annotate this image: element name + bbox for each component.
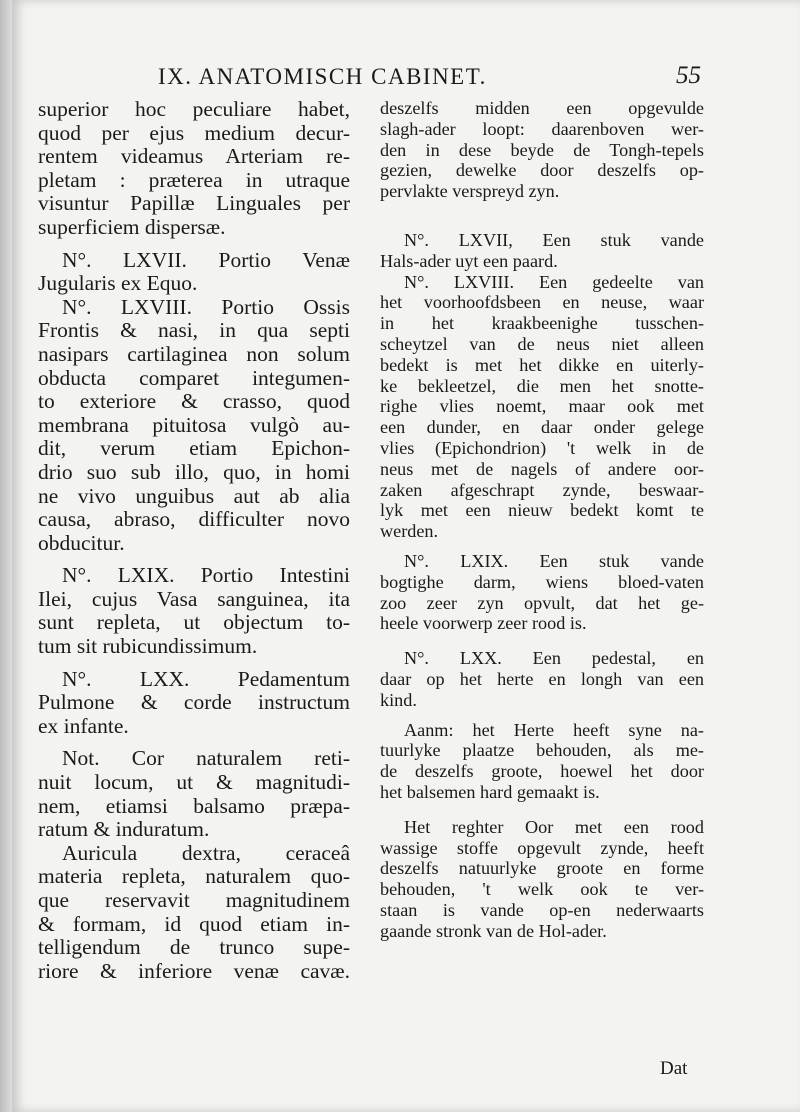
dutch-paragraph-gap xyxy=(380,202,704,230)
latin-text-line: telligendum de trunco supe- xyxy=(38,935,350,960)
latin-text-line: dit, verum etiam Epichon- xyxy=(38,436,350,461)
dutch-text-line: de deszelfs groote, hoewel het door xyxy=(380,761,704,782)
latin-text-line: tum sit rubicundissimum. xyxy=(38,634,258,659)
dutch-text-line: N°. LXIX. Een stuk vande xyxy=(404,550,704,571)
dutch-text-line: zaken afgeschrapt zynde, beswaar- xyxy=(380,479,704,500)
latin-text-line: N°. LXIX. Portio Intestini xyxy=(62,563,350,588)
dutch-text-line: slagh-ader loopt: daarenboven wer- xyxy=(380,118,704,139)
dutch-text-line: bogtighe darm, wiens bloed-vaten xyxy=(380,571,704,592)
running-head-title: IX. ANATOMISCH CABINET. xyxy=(158,64,487,89)
latin-text-line: Pulmone & corde instructum xyxy=(38,690,350,715)
latin-text-line: rentem videamus Arteriam re- xyxy=(38,144,350,169)
dutch-paragraph-gap xyxy=(380,803,704,817)
dutch-text-line: gaande stronk van de Hol-ader. xyxy=(380,920,607,941)
dutch-text-line: tuurlyke plaatze behouden, als me- xyxy=(380,740,704,761)
latin-text-line: Auricula dextra, ceraceâ xyxy=(62,840,350,865)
catchword: Dat xyxy=(660,1058,688,1079)
latin-text-line: obducitur. xyxy=(38,530,125,555)
running-head xyxy=(0,64,800,100)
dutch-text-line: zoo zeer zyn opvult, dat het ge- xyxy=(380,592,704,613)
dutch-text-line: staan is vande op-en nederwaarts xyxy=(380,899,704,920)
latin-text-line: Not. Cor naturalem reti- xyxy=(62,746,350,771)
latin-text-line: nasipars cartilaginea non solum xyxy=(38,341,350,366)
latin-text-line: ratum & induratum. xyxy=(38,817,210,842)
dutch-text-line: werden. xyxy=(380,521,439,542)
dutch-text-line: behouden, 't welk ook te ver- xyxy=(380,879,704,900)
dutch-text-line: den in dese beyde de Tongh-tepels xyxy=(380,139,704,160)
latin-text-line: nuit locum, ut & magnitudi- xyxy=(38,770,350,795)
dutch-text-line: het balsemen hard gemaakt is. xyxy=(380,781,600,802)
page-number: 55 xyxy=(676,62,701,89)
latin-text-line: pletam : præterea in utraque xyxy=(38,167,350,192)
dutch-text-line: vlies (Epichondrion) 't welk in de xyxy=(380,437,704,458)
latin-text-line: materia repleta, naturalem quo- xyxy=(38,864,350,889)
latin-text-line: Jugularis ex Equo. xyxy=(38,271,198,296)
latin-text-line: drio suo sub illo, quo, in homi xyxy=(38,459,350,484)
dutch-text-line: pervlakte verspreyd zyn. xyxy=(380,181,560,202)
latin-text-line: & formam, id quod etiam in- xyxy=(38,911,350,936)
dutch-text-line: heele voorwerp zeer rood is. xyxy=(380,613,587,634)
latin-text-line: N°. LXX. Pedamentum xyxy=(62,666,350,691)
dutch-paragraph-gap xyxy=(380,711,704,720)
latin-text-line: quod per ejus medium decur- xyxy=(38,120,350,145)
latin-text-line: superficiem dispersæ. xyxy=(38,214,226,239)
latin-text-line: N°. LXVIII. Portio Ossis xyxy=(62,294,350,319)
dutch-text-line: N°. LXX. Een pedestal, en xyxy=(404,648,704,669)
dutch-paragraph-gap xyxy=(380,634,704,648)
dutch-text-line: ke bekleetzel, die men het snotte- xyxy=(380,375,704,396)
latin-text-line: membrana pituitosa vulgò au- xyxy=(38,412,350,437)
dutch-text-line: lyk met een nieuw bedekt komt te xyxy=(380,500,704,521)
latin-text-line: ex infante. xyxy=(38,713,129,738)
dutch-text-line: righe vlies noemt, maar ook met xyxy=(380,396,704,417)
latin-text-line: visuntur Papillæ Linguales per xyxy=(38,191,350,216)
latin-column xyxy=(38,98,350,983)
dutch-text-line: deszelfs natuurlyke groote en forme xyxy=(380,858,704,879)
dutch-text-line: wassige stoffe opgevult zynde, heeft xyxy=(380,837,704,858)
dutch-text-line: neus met de nagels of andere oor- xyxy=(380,458,704,479)
dutch-text-line: het voorhoofdsbeen en neuse, waar xyxy=(380,292,704,313)
latin-text-line: superior hoc peculiare habet, xyxy=(38,97,350,121)
latin-text-line: que reservavit magnitudinem xyxy=(38,888,350,912)
dutch-paragraph-gap xyxy=(380,542,704,551)
page-gutter-shadow xyxy=(0,0,12,1112)
dutch-text-line: N°. LXVIII. Een gedeelte van xyxy=(404,271,704,292)
dutch-text-line: bedekt is met het dikke en uiterly- xyxy=(380,354,704,375)
dutch-text-line: Hals-ader uyt een paard. xyxy=(380,250,558,271)
latin-text-line: to exteriore & crasso, quod xyxy=(38,389,350,414)
dutch-text-line: in het kraakbeenighe tusschen- xyxy=(380,313,704,334)
dutch-text-line: N°. LXVII, Een stuk vande xyxy=(404,229,704,250)
dutch-text-line: deszelfs midden een opgevulde xyxy=(380,98,704,118)
dutch-text-line: kind. xyxy=(380,689,417,710)
dutch-text-line: scheytzel van de neus niet alleen xyxy=(380,333,704,354)
latin-text-line: sunt repleta, ut objectum to- xyxy=(38,610,350,635)
latin-text-line: riore & inferiore venæ cavæ. xyxy=(38,958,350,983)
latin-text-line: ne vivo unguibus aut ab alia xyxy=(38,483,350,508)
latin-text-line: Frontis & nasi, in qua septi xyxy=(38,318,350,343)
dutch-text-line: een dunder, en daar onder gelege xyxy=(380,417,704,438)
latin-text-line: causa, abraso, difficulter novo xyxy=(38,507,350,532)
dutch-text-line: daar op het herte en longh van een xyxy=(380,668,704,689)
dutch-text-line: Het reghter Oor met een rood xyxy=(404,816,704,837)
dutch-text-line: Aanm: het Herte heeft syne na- xyxy=(404,719,704,740)
dutch-column xyxy=(380,98,704,941)
latin-text-line: Ilei, cujus Vasa sanguinea, ita xyxy=(38,586,350,611)
dutch-text-line: gezien, dewelke door deszelfs op- xyxy=(380,160,704,181)
latin-text-line: obducta comparet integumen- xyxy=(38,365,350,390)
latin-text-line: nem, etiamsi balsamo præpa- xyxy=(38,793,350,818)
latin-text-line: N°. LXVII. Portio Venæ xyxy=(62,247,350,272)
